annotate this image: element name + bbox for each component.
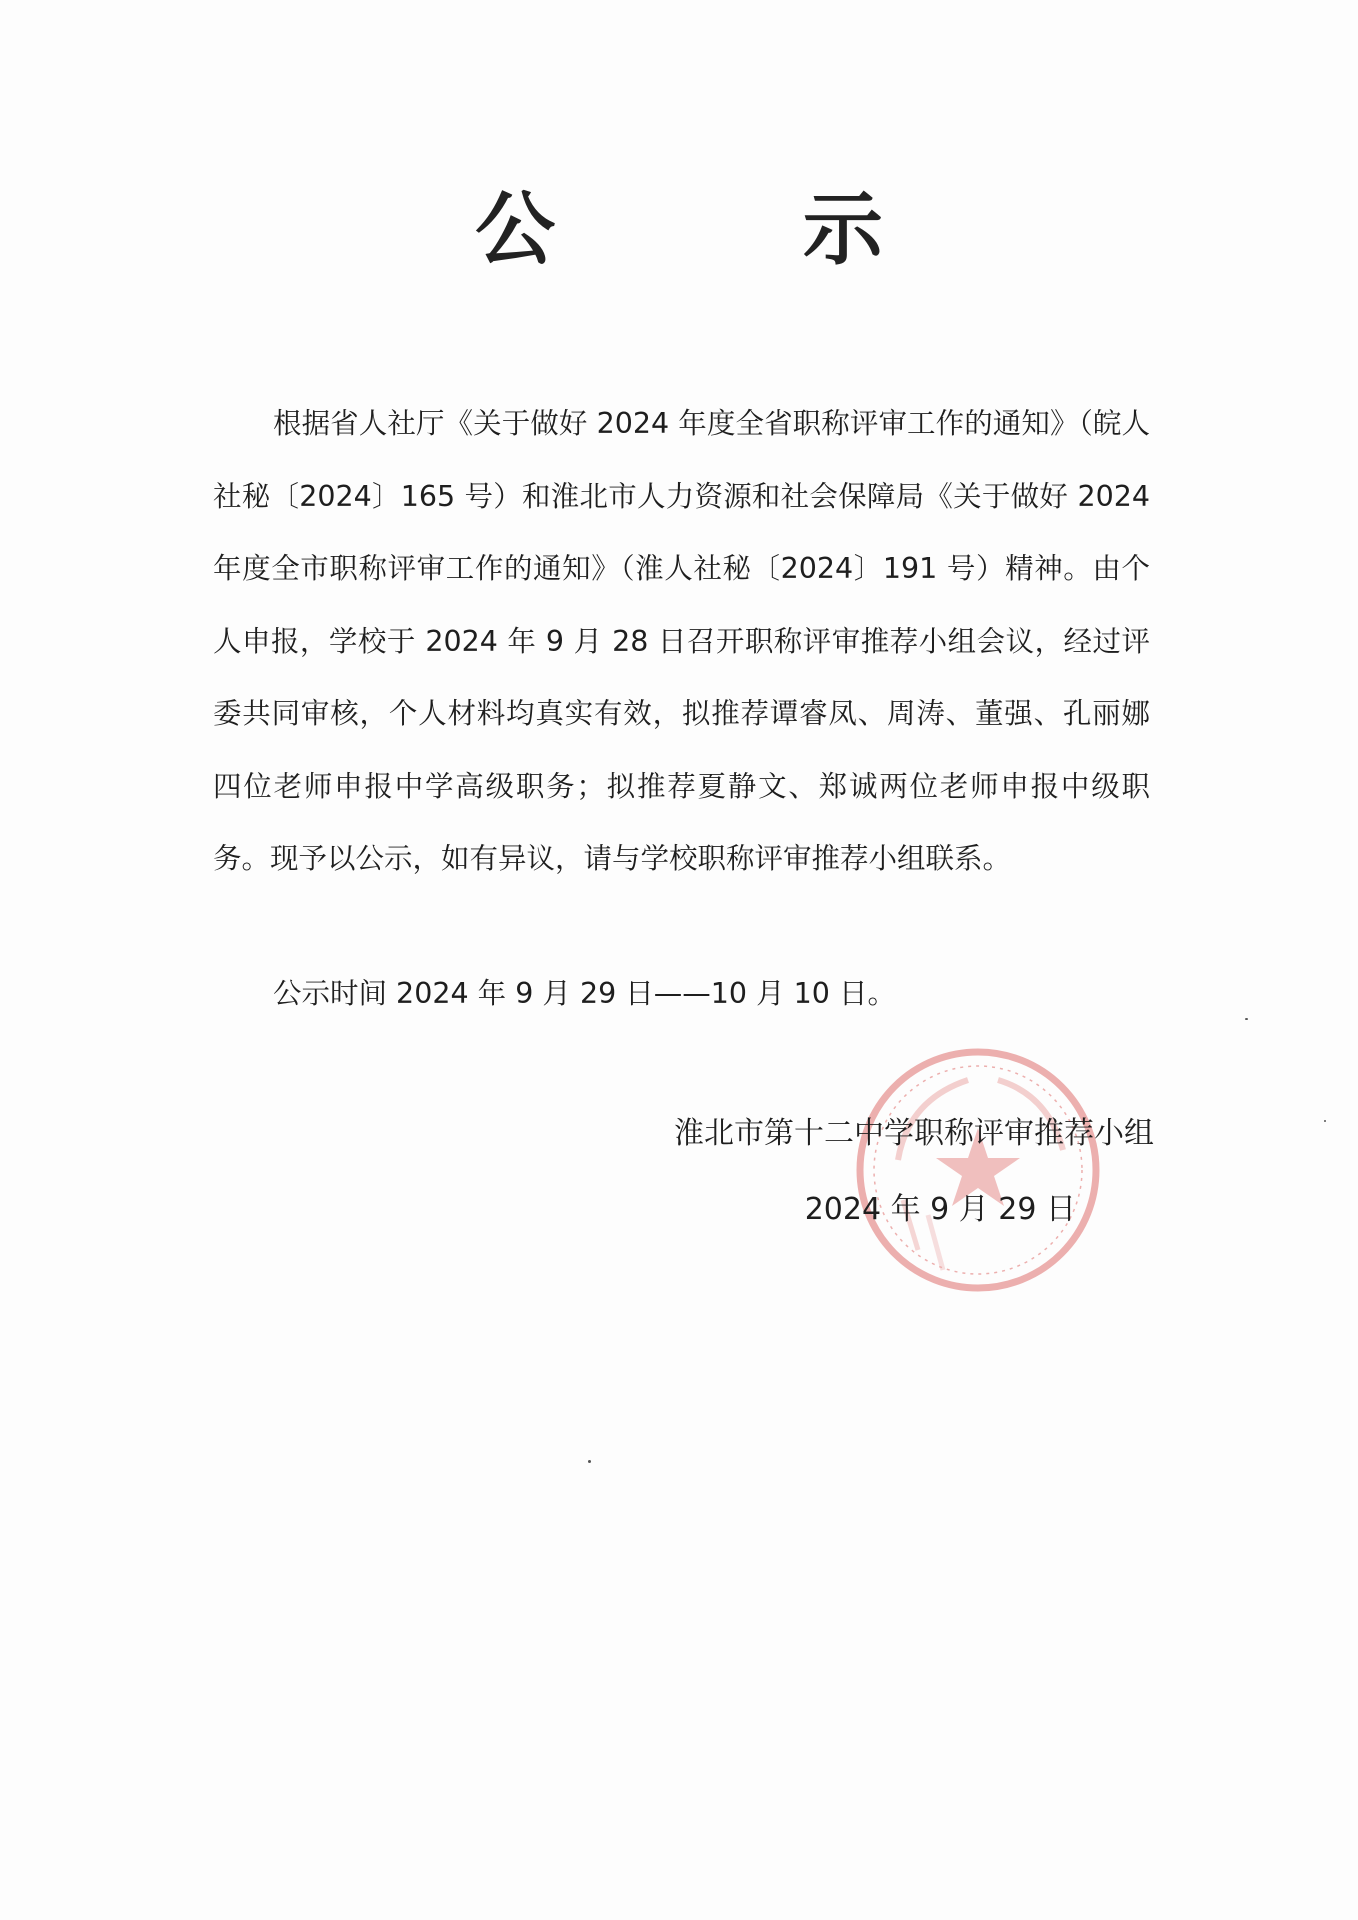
scan-speck: [1245, 1018, 1248, 1020]
notice-body: 根据省人社厅《关于做好 2024 年度全省职称评审工作的通知》（皖人社秘〔2024〕165 号）和淮北市人力资源和社会保障局《关于做好 2024 年度全市职称评审工作的通知》（淮人社秘〔2024〕191 号）精神。由个人申报，学校于 2024 年 9 月 28 日召开职称评审推荐小组会议，经过评委共同审核，个人材料均真实有效，拟推荐谭睿凤、周涛、董强、孔丽娜四位老师申报中学高级职务；拟推荐夏静文、郑诚两位老师申报中级职务。现予以公示，如有异议，请与学校职称评审推荐小组联系。: [213, 407, 1150, 875]
document-title: 公 示: [475, 183, 993, 276]
scan-speck: [588, 1460, 591, 1463]
scan-speck: [1324, 1120, 1326, 1122]
notice-period: 公示时间 2024 年 9 月 29 日——10 月 10 日。: [273, 977, 896, 1010]
signature-line: 淮北市第十二中学职称评审推荐小组: [674, 1116, 1154, 1151]
signature-date: 2024 年 9 月 29 日: [804, 1192, 1076, 1227]
official-seal: [848, 1040, 1108, 1300]
